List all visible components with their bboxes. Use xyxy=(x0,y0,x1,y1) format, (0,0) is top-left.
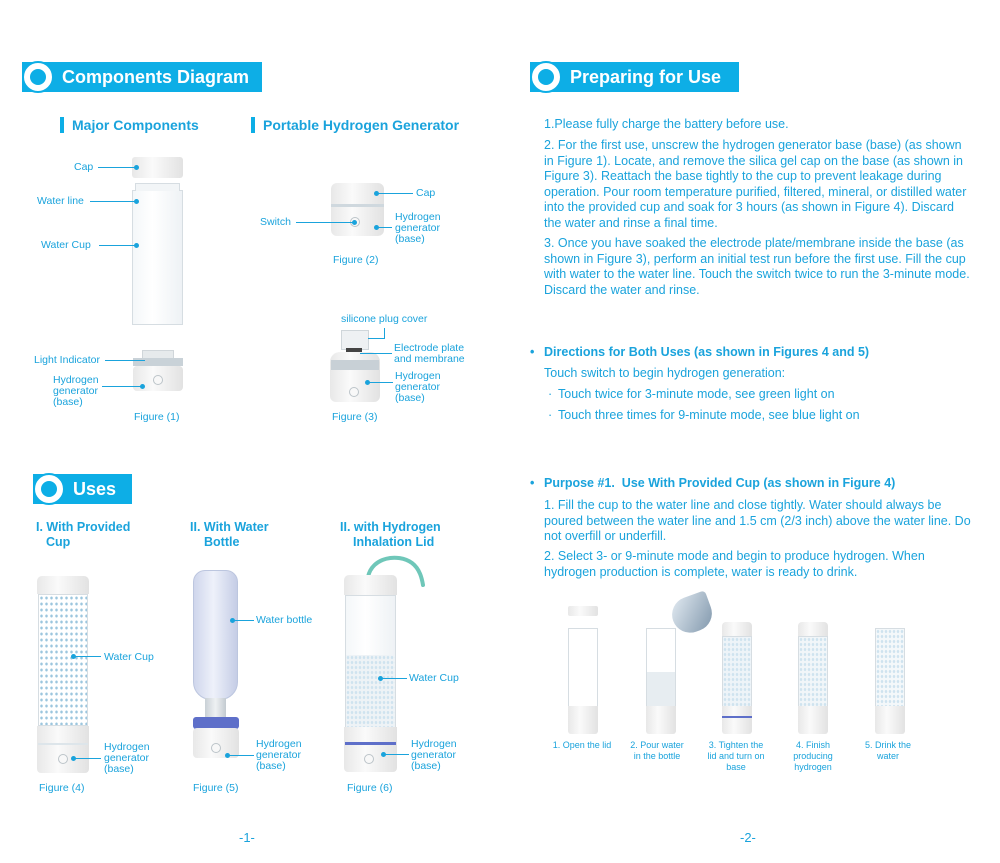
step-1-cup xyxy=(568,628,598,708)
step-1-caption: 1. Open the lid xyxy=(552,740,612,750)
directions-intro: Touch switch to begin hydrogen generation: xyxy=(544,366,786,380)
leader-line xyxy=(378,193,413,194)
leader-dot xyxy=(134,165,139,170)
leader-dot xyxy=(374,191,379,196)
label-hydrogen-base: Hydrogen generator (base) xyxy=(256,738,302,772)
heading-text: Major Components xyxy=(72,117,199,133)
components-diagram-banner xyxy=(22,62,262,92)
generator-base xyxy=(37,726,89,773)
figure-1-caption: Figure (1) xyxy=(134,411,180,423)
leader-line xyxy=(229,755,254,756)
water-cup-bubbles xyxy=(38,594,88,726)
step-3-base xyxy=(722,706,752,734)
step-4-lid xyxy=(798,622,828,636)
prep-step-2: 2. For the first use, unscrew the hydrogen generator base (base) (as shown in Figure 1). Locate, and remove the silica gel cap on the base (as shown in Figure 3). Reattach the base tightly to the cup to prevent leakage during operation. Pour room temperature purified, filtered, mineral, or distilled water into the provided cup and soak for 3 hours (as shown in Figure 4). Discard the water and rinse a final time. xyxy=(544,138,967,230)
bullet-circle-icon xyxy=(22,61,54,93)
leader-line xyxy=(368,338,385,339)
step-5-base xyxy=(875,706,905,734)
switch-icon xyxy=(211,743,221,753)
leader-line xyxy=(384,328,385,338)
label-cap: Cap xyxy=(416,187,436,199)
step-4-base xyxy=(798,706,828,734)
page-number-2: -2- xyxy=(740,830,756,845)
use-2-title: II. With Water Bottle xyxy=(190,520,269,549)
label-switch: Switch xyxy=(260,216,291,228)
plug-cover-image xyxy=(341,330,369,350)
label-hydrogen-base: Hydrogen generator (base) xyxy=(395,211,441,245)
light-ring xyxy=(331,204,384,207)
inhalation-lid xyxy=(344,575,397,595)
leader-line xyxy=(234,620,254,621)
label-hydrogen-base: Hydrogen generator (base) xyxy=(53,374,99,408)
step-3-cup xyxy=(722,636,752,708)
heading-bar-icon xyxy=(251,117,255,133)
label-silicone-plug: silicone plug cover xyxy=(341,313,428,325)
label-hydrogen-base: Hydrogen generator (base) xyxy=(395,370,441,404)
step-1-base xyxy=(568,706,598,734)
directions-title: • Directions for Both Uses (as shown in Figures 4 and 5) xyxy=(530,345,870,359)
label-water-bottle: Water bottle xyxy=(256,614,313,626)
page-number-1: -1- xyxy=(239,830,255,845)
figure-2-caption: Figure (2) xyxy=(333,254,379,266)
section-title: Preparing for Use xyxy=(570,66,722,87)
leader-line xyxy=(378,227,392,228)
figure-6-caption: Figure (6) xyxy=(347,782,393,794)
portable-generator-heading xyxy=(251,117,459,133)
label-water-cup: Water Cup xyxy=(41,239,91,251)
prep-step-1: 1.Please fully charge the battery before use. xyxy=(544,117,789,131)
water-cup-image xyxy=(132,190,183,325)
dot-icon: · xyxy=(548,387,553,401)
step-5-caption: 5. Drink the water xyxy=(864,740,912,761)
thread-ring xyxy=(331,360,379,370)
leader-line xyxy=(296,222,354,223)
step-5-cup xyxy=(875,628,905,708)
directions-item-1: · Touch twice for 3-minute mode, see green light on xyxy=(548,387,835,401)
figure-3-caption: Figure (3) xyxy=(332,411,378,423)
label-electrode: Electrode plate and membrane xyxy=(394,342,465,365)
leader-line xyxy=(75,758,101,759)
switch-icon xyxy=(58,754,68,764)
switch-icon xyxy=(349,387,359,397)
cup-rim xyxy=(135,183,180,191)
figure-5-caption: Figure (5) xyxy=(193,782,239,794)
uses-banner xyxy=(33,474,132,504)
label-hydrogen-base: Hydrogen generator (base) xyxy=(411,738,457,772)
label-light-indicator: Light Indicator xyxy=(34,354,100,366)
use-1-title: I. With Provided Cup xyxy=(36,520,131,549)
heading-text: Portable Hydrogen Generator xyxy=(263,117,460,133)
leader-line xyxy=(99,245,136,246)
dot-icon: · xyxy=(548,408,553,422)
leader-line xyxy=(385,754,409,755)
label-hydrogen-base: Hydrogen generator (base) xyxy=(104,741,150,775)
use-3-title: II. with Hydrogen Inhalation Lid xyxy=(340,520,441,549)
purpose-1-step-1: 1. Fill the cup to the water line and close tightly. Water should always be poured between the water line and 1.5 cm (2/3 inch) above the water line. Do not overfill or underfill. xyxy=(544,498,971,543)
directions-item-2: · Touch three times for 9-minute mode, see blue light on xyxy=(548,408,860,422)
step-2-cup xyxy=(646,628,676,708)
leader-dot xyxy=(374,225,379,230)
step-3-lid xyxy=(722,622,752,636)
water-level xyxy=(346,655,395,727)
step-3-caption: 3. Tighten the lid and turn on base xyxy=(707,740,765,772)
cup-lid xyxy=(37,576,89,594)
bullet-circle-icon xyxy=(33,473,65,505)
purpose-1-title: • Purpose #1. Use With Provided Cup (as shown in Figure 4) xyxy=(530,476,896,490)
leader-dot xyxy=(134,199,139,204)
water-bottle-image xyxy=(193,570,238,700)
step-2-base xyxy=(646,706,676,734)
bottle-neck xyxy=(205,698,226,718)
leader-line xyxy=(75,656,101,657)
switch-icon xyxy=(364,754,374,764)
label-cap: Cap xyxy=(74,161,94,173)
step-1-lid xyxy=(568,606,598,616)
step-2-caption: 2. Pour water in the bottle xyxy=(630,740,684,761)
section-title: Uses xyxy=(73,478,117,499)
purpose-1-step-2: 2. Select 3- or 9-minute mode and begin to produce hydrogen. When hydrogen production is complete, water is ready to drink. xyxy=(544,549,925,579)
leader-line xyxy=(90,201,136,202)
section-title: Components Diagram xyxy=(62,66,250,87)
blue-light-ring xyxy=(345,742,396,745)
label-water-cup: Water Cup xyxy=(104,651,154,663)
light-ring xyxy=(38,743,88,745)
leader-dot xyxy=(134,243,139,248)
switch-icon xyxy=(153,375,163,385)
prep-step-3: 3. Once you have soaked the electrode plate/membrane inside the base (as shown in Figure 3), perform an initial test run before the first use. Fill the cup with water to the water line. Touch the switch twice to run the 3-minute mode. Discard the water and rinse. xyxy=(544,236,970,297)
bullet-icon: • xyxy=(530,345,535,359)
step-4-caption: 4. Finish producing hydrogen xyxy=(793,740,833,772)
leader-line xyxy=(102,386,142,387)
bullet-circle-icon xyxy=(530,61,562,93)
label-water-line: Water line xyxy=(37,195,84,207)
leader-line xyxy=(98,167,136,168)
cap-image xyxy=(132,157,183,178)
leader-line xyxy=(105,360,145,361)
leader-dot xyxy=(352,220,357,225)
bullet-icon: • xyxy=(530,476,535,490)
leader-line xyxy=(369,382,393,383)
major-components-heading xyxy=(60,117,199,133)
leader-line xyxy=(360,353,392,354)
leader-line xyxy=(382,678,407,679)
figure-4-caption: Figure (4) xyxy=(39,782,85,794)
step-4-cup xyxy=(798,636,828,708)
label-water-cup: Water Cup xyxy=(409,672,459,684)
step-3-blue-light xyxy=(722,716,752,718)
generator-base xyxy=(344,727,397,772)
heading-bar-icon xyxy=(60,117,64,133)
preparing-banner xyxy=(530,62,739,92)
leader-dot xyxy=(140,384,145,389)
